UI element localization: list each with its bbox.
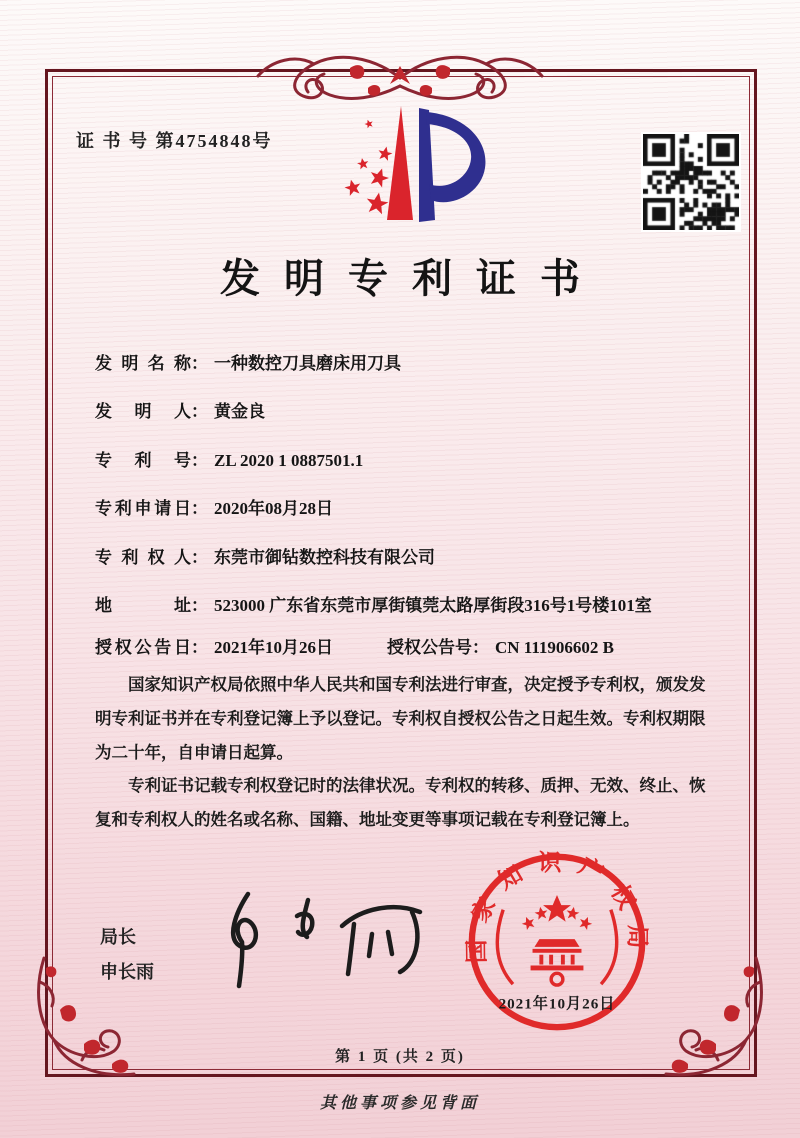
commissioner-title: 局长 [100,927,136,947]
field-value: 黄金良 [214,402,265,422]
field-colon: ： [191,402,208,422]
field-label: 专利号 [95,450,191,470]
field-label: 授权公告日 [95,637,191,657]
field-value: ZL 2020 1 0887501.1 [214,450,364,470]
field-colon: ： [191,547,208,567]
field-label: 专利申请日 [95,499,191,519]
field-patentee [95,546,717,569]
seal-text: 国家知识产权局 [464,850,650,964]
field-colon: ： [191,596,208,616]
field-colon: ： [191,354,208,373]
bottom-right-corner-ornament [644,952,774,1087]
legal-paragraph-2: 专利证书记载专利权登记时的法律状况。专利权的转移、质押、无效、终止、恢复和专利权人的姓名或名称、国籍、地址变更等事项记载在专利登记簿上。 [95,776,706,830]
field-label: 地址 [95,596,191,616]
legal-text [95,668,717,837]
field-label: 发明名称 [95,354,191,373]
footer-note: 其他事项参见背面 [319,1095,480,1112]
certificate-number: 证 书 号 第4754848号 [76,131,273,151]
cnipa-logo-icon [333,98,491,236]
field-inventor [95,400,717,423]
grant-date-value: 2021年10月26日 [214,637,333,657]
handwritten-signature [196,884,436,999]
field-label: 发明人 [95,402,191,422]
field-value: 2020年08月28日 [214,499,333,519]
commissioner-block [100,928,154,981]
field-filing-date [95,497,717,520]
legal-paragraph-1: 国家知识产权局依照中华人民共和国专利法进行审查，决定授予专利权，颁发发明专利证书并在专利登记簿上予以登记。专利权自授权公告之日起生效。专利权期限为二十年，自申请日起算。 [95,675,706,762]
field-label: 授权公告号 [387,637,472,657]
grant-number-value: CN 111906602 B [495,637,615,657]
field-patent-number [95,449,717,472]
field-label: 专利权人 [95,547,191,567]
field-value: 523000 广东省东莞市厚街镇莞太路厚街段316号1号楼101室 [214,596,652,616]
patent-fields [95,352,717,659]
field-colon: ： [191,499,208,519]
field-address [95,594,717,617]
commissioner-name: 申长雨 [100,962,154,982]
certificate-title: 发明专利证书 [220,256,604,301]
field-colon: ： [472,637,489,657]
page-number: 第 1 页 (共 2 页) [335,1049,465,1065]
field-grant-row [95,636,717,659]
national-emblem-icon [497,895,616,985]
cnipa-red-seal [464,849,650,1035]
field-invention-name [95,352,717,375]
field-value: 东莞市御钻数控科技有限公司 [214,547,435,567]
field-value: 一种数控刀具磨床用刀具 [214,354,401,373]
field-colon: ： [191,637,208,657]
seal-date: 2021年10月26日 [498,995,616,1013]
field-colon: ： [191,450,208,470]
qr-code [641,132,741,232]
